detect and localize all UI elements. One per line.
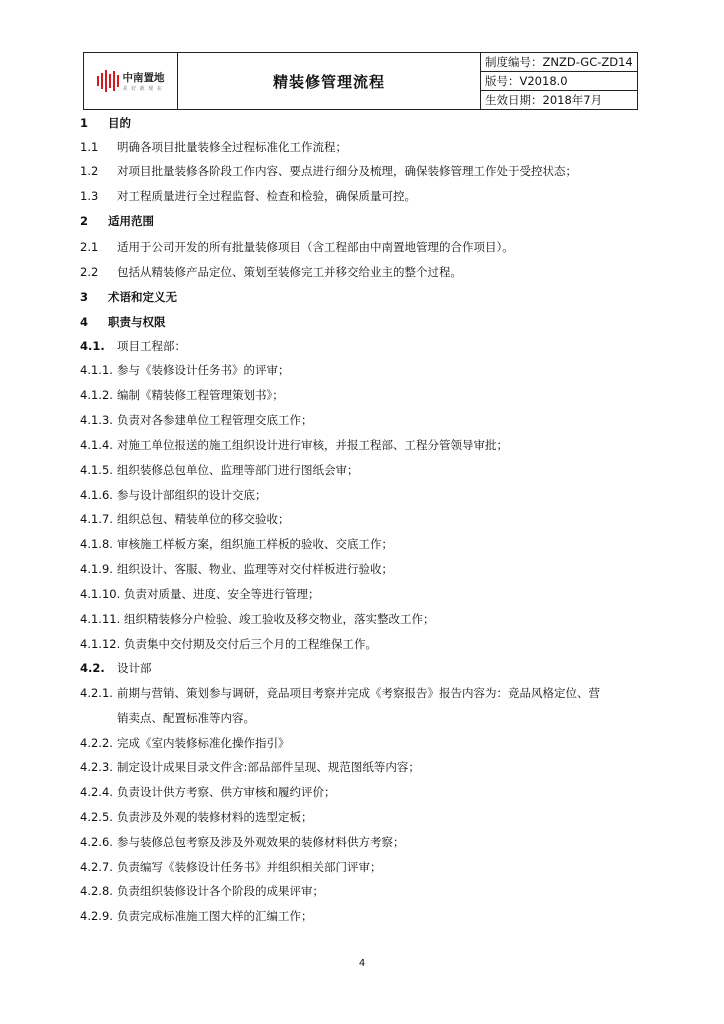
document-version: 版号：V2018.0 <box>481 72 638 91</box>
clause-text: 对工程质量进行全过程监督、检查和检验，确保质量可控。 <box>117 189 416 203</box>
clause-number: 2 <box>80 214 89 228</box>
clause-number: 4.1.11. <box>80 612 121 626</box>
clause-number: 4 <box>80 315 89 329</box>
clause-text: 适用范围 <box>108 214 154 228</box>
document-title: 精装修管理流程 <box>178 53 481 110</box>
clause-number: 2.2 <box>80 265 99 279</box>
clause-text: 销卖点、配置标准等内容。 <box>117 711 255 725</box>
clause-text: 制定设计成果目录文件含:部品部件呈现、规范图纸等内容； <box>117 760 420 774</box>
clause-text: 参与装修总包考察及涉及外观效果的装修材料供方考察； <box>117 835 405 849</box>
clause-text: 术语和定义无 <box>108 290 177 304</box>
clause-number: 4.1.2. <box>80 388 113 402</box>
document-code: 制度编号：ZNZD-GC-ZD14 <box>481 53 638 72</box>
clause-text: 包括从精装修产品定位、策划至装修完工并移交给业主的整个过程。 <box>117 265 462 279</box>
clause-number: 4.2.6. <box>80 835 113 849</box>
clause-number: 4.2.3. <box>80 760 113 774</box>
logo-cell <box>84 53 178 110</box>
company-name: 中南置地 <box>122 72 165 84</box>
clause-number: 1.2 <box>80 164 99 178</box>
clause-text: 负责涉及外观的装修材料的选型定板； <box>117 810 313 824</box>
clause-text: 设计部 <box>117 661 152 675</box>
clause-text: 编制《精装修工程管理策划书》； <box>117 388 284 402</box>
clause-number: 4.1. <box>80 339 105 353</box>
clause-number: 4.1.12. <box>80 637 121 651</box>
clause-text: 目的 <box>108 116 131 130</box>
clause-text: 组织精装修分户检验、竣工验收及移交物业，落实整改工作； <box>124 612 435 626</box>
clause-text: 明确各项目批量装修全过程标准化工作流程； <box>117 140 347 154</box>
clause-number: 4.1.10. <box>80 587 121 601</box>
clause-number: 4.1.1. <box>80 363 113 377</box>
clause-text: 组织设计、客服、物业、监理等对交付样板进行验收； <box>117 562 393 576</box>
company-logo <box>84 70 177 92</box>
clause-text: 参与《装修设计任务书》的评审； <box>117 363 290 377</box>
logo-bars-icon <box>97 70 119 92</box>
clause-number: 4.2.1. <box>80 686 113 700</box>
clause-text: 负责编写《装修设计任务书》并组织相关部门评审； <box>117 860 382 874</box>
clause-number: 1 <box>80 116 89 130</box>
clause-number: 4.2. <box>80 661 105 675</box>
clause-text: 负责完成标准施工图大样的汇编工作； <box>117 909 313 923</box>
clause-text: 负责对各参建单位工程管理交底工作； <box>117 413 313 427</box>
clause-number: 4.1.7. <box>80 512 113 526</box>
clause-text: 组织装修总包单位、监理等部门进行图纸会审； <box>117 463 359 477</box>
clause-number: 1.1 <box>80 140 99 154</box>
clause-number: 4.2.8. <box>80 884 113 898</box>
clause-text: 对项目批量装修各阶段工作内容、要点进行细分及梳理，确保装修管理工作处于受控状态； <box>117 164 577 178</box>
clause-number: 3 <box>80 290 89 304</box>
clause-text: 负责设计供方考察、供方审核和履约评价； <box>117 785 336 799</box>
clause-text: 负责对质量、进度、安全等进行管理； <box>124 587 320 601</box>
clause-number: 4.2.4. <box>80 785 113 799</box>
clause-number: 4.2.9. <box>80 909 113 923</box>
clause-text: 完成《室内装修标准化操作指引》 <box>117 736 290 750</box>
clause-text: 参与设计部组织的设计交底； <box>117 488 267 502</box>
clause-text: 项目工程部： <box>117 339 186 353</box>
clause-text: 适用于公司开发的所有批量装修项目（含工程部由中南置地管理的合作项目）。 <box>117 240 514 254</box>
page-number: 4 <box>358 958 366 969</box>
clause-number: 4.1.6. <box>80 488 113 502</box>
clause-text: 审核施工样板方案，组织施工样板的验收、交底工作； <box>117 537 393 551</box>
clause-number: 4.2.5. <box>80 810 113 824</box>
clause-number: 4.2.2. <box>80 736 113 750</box>
clause-number: 1.3 <box>80 189 99 203</box>
effective-date: 生效日期：2018年7月 <box>481 91 638 110</box>
clause-text: 负责集中交付期及交付后三个月的工程维保工作。 <box>124 637 377 651</box>
clause-text: 前期与营销、策划参与调研，竞品项目考察并完成《考察报告》报告内容为：竞品风格定位、营 <box>117 686 600 700</box>
clause-number: 4.1.3. <box>80 413 113 427</box>
clause-text: 对施工单位报送的施工组织设计进行审核，并报工程部、工程分管领导审批； <box>117 438 508 452</box>
clause-number: 4.1.5. <box>80 463 113 477</box>
clause-number: 4.1.8. <box>80 537 113 551</box>
clause-text: 组织总包、精装单位的移交验收； <box>117 512 290 526</box>
clause-text: 负责组织装修设计各个阶段的成果评审； <box>117 884 324 898</box>
clause-number: 4.1.9. <box>80 562 113 576</box>
company-slogan: 美 好 就 现 在 <box>122 86 163 92</box>
document-header <box>83 52 638 110</box>
clause-number: 4.1.4. <box>80 438 113 452</box>
clause-number: 4.2.7. <box>80 860 113 874</box>
clause-number: 2.1 <box>80 240 99 254</box>
clause-text: 职责与权限 <box>108 315 166 329</box>
